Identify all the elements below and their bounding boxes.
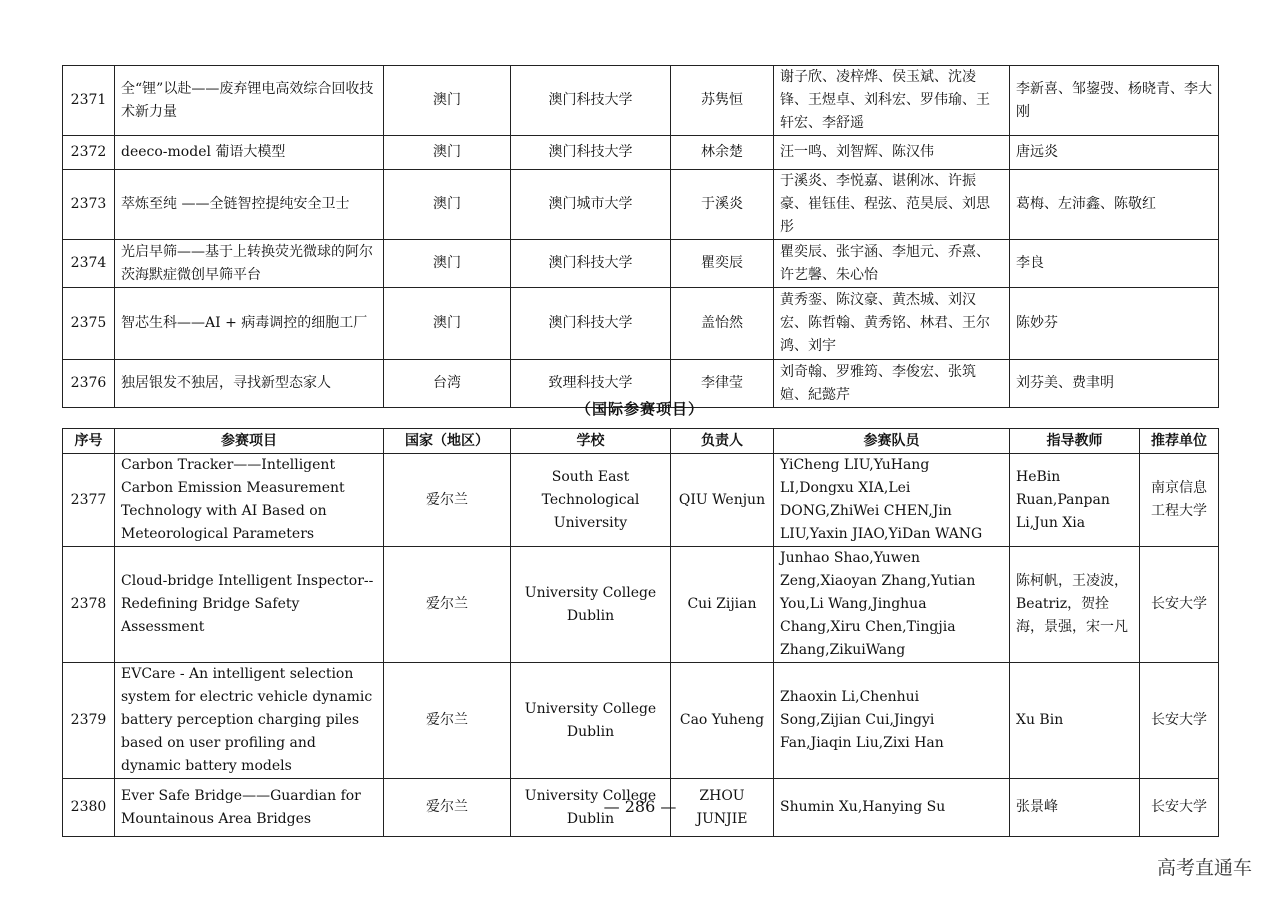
cell-advisors: 刘芬美、费聿明 [1010,360,1219,408]
cell-region: 台湾 [384,360,511,408]
cell-region: 澳门 [384,136,511,170]
cell-leader: Cao Yuheng [671,663,774,779]
cell-unit: 长安大学 [1140,779,1219,837]
cell-advisors: 陈柯帆，王凌波，Beatriz，贺拴海，景强，宋一凡 [1010,547,1140,663]
cell-project: 全“锂”以赴——废弃锂电高效综合回收技术新力量 [115,66,384,136]
table-row [63,547,1219,663]
table-row [63,66,1219,136]
cell-advisors: HeBin Ruan,Panpan Li,Jun Xia [1010,454,1140,547]
cell-school: 澳门科技大学 [511,240,671,288]
cell-project: 光启早筛——基于上转换荧光微球的阿尔茨海默症微创早筛平台 [115,240,384,288]
cell-region: 澳门 [384,288,511,360]
cell-advisors: 张景峰 [1010,779,1140,837]
cell-unit: 长安大学 [1140,547,1219,663]
cell-project: Cloud-bridge Intelligent Inspector--Redefining Bridge Safety Assessment [115,547,384,663]
table-row [63,454,1219,547]
cell-project: Carbon Tracker——Intelligent Carbon Emission Measurement Technology with AI Based on Meteorological Parameters [115,454,384,547]
international-projects-table [62,428,1219,837]
cell-no: 2379 [63,663,115,779]
page-number: — 286 — [603,797,677,816]
cell-school: University College Dublin [511,779,671,837]
cell-leader: QIU Wenjun [671,454,774,547]
cell-school: 澳门城市大学 [511,170,671,240]
cell-no: 2374 [63,240,115,288]
watermark: 高考直通车 [1156,857,1252,879]
cell-school: South East Technological University [511,454,671,547]
cell-region: 澳门 [384,66,511,136]
table-row [63,663,1219,779]
cell-leader: Cui Zijian [671,547,774,663]
cell-no: 2378 [63,547,115,663]
cell-region: 澳门 [384,170,511,240]
cell-leader: 盖怡然 [671,288,774,360]
cell-team: Shumin Xu,Hanying Su [774,779,1010,837]
table-row [63,288,1219,360]
cell-no: 2373 [63,170,115,240]
domestic-projects-table [62,65,1219,408]
cell-no: 2375 [63,288,115,360]
cell-team: 谢子欣、凌梓烨、侯玉斌、沈凌锋、王煜卓、刘科宏、罗伟瑜、王轩宏、李舒遥 [774,66,1010,136]
cell-advisors: Xu Bin [1010,663,1140,779]
cell-project: 萃炼至纯 ——全链智控提纯安全卫士 [115,170,384,240]
cell-team: 汪一鸣、刘智辉、陈汉伟 [774,136,1010,170]
cell-project: 智芯生科——AI + 病毒调控的细胞工厂 [115,288,384,360]
cell-leader: 李律莹 [671,360,774,408]
cell-team: 瞿奕辰、张宇涵、李旭元、乔熹、许艺馨、朱心怡 [774,240,1010,288]
header-country: 国家（地区） [384,429,511,454]
cell-country: 爱尔兰 [384,779,511,837]
cell-country: 爱尔兰 [384,454,511,547]
cell-region: 澳门 [384,240,511,288]
cell-advisors: 李新喜、邹鋆弢、杨晓青、李大刚 [1010,66,1219,136]
cell-no: 2376 [63,360,115,408]
cell-leader: 于溪炎 [671,170,774,240]
cell-school: 澳门科技大学 [511,136,671,170]
header-row [63,429,1219,454]
header-project: 参赛项目 [115,429,384,454]
cell-country: 爱尔兰 [384,547,511,663]
cell-no: 2371 [63,66,115,136]
cell-team: Junhao Shao,Yuwen Zeng,Xiaoyan Zhang,Yutian You,Li Wang,Jinghua Chang,Xiru Chen,Tingjia Zhang,ZikuiWang [774,547,1010,663]
header-advisors: 指导教师 [1010,429,1140,454]
cell-school: University College Dublin [511,547,671,663]
cell-no: 2380 [63,779,115,837]
cell-project: deeco-model 葡语大模型 [115,136,384,170]
cell-team: 黄秀銮、陈汶豪、黄杰城、刘汉宏、陈哲翰、黄秀铭、林君、王尔鸿、刘宇 [774,288,1010,360]
cell-school: University College Dublin [511,663,671,779]
cell-leader: ZHOU JUNJIE [671,779,774,837]
cell-school: 澳门科技大学 [511,66,671,136]
cell-project: EVCare - An intelligent selection system for electric vehicle dynamic battery perception charging piles based on user profiling and dynamic battery models [115,663,384,779]
cell-country: 爱尔兰 [384,663,511,779]
table-row [63,136,1219,170]
header-leader: 负责人 [671,429,774,454]
cell-advisors: 唐远炎 [1010,136,1219,170]
header-school: 学校 [511,429,671,454]
cell-project: Ever Safe Bridge——Guardian for Mountainous Area Bridges [115,779,384,837]
cell-school: 致理科技大学 [511,360,671,408]
cell-team: YiCheng LIU,YuHang LI,Dongxu XIA,Lei DONG,ZhiWei CHEN,Jin LIU,Yaxin JIAO,YiDan WANG [774,454,1010,547]
table-row [63,170,1219,240]
cell-advisors: 陈妙芬 [1010,288,1219,360]
cell-no: 2372 [63,136,115,170]
cell-leader: 苏隽恒 [671,66,774,136]
cell-no: 2377 [63,454,115,547]
section-title: （国际参赛项目） [575,400,704,418]
cell-advisors: 李良 [1010,240,1219,288]
header-unit: 推荐单位 [1140,429,1219,454]
cell-team: Zhaoxin Li,Chenhui Song,Zijian Cui,Jingyi Fan,Jiaqin Liu,Zixi Han [774,663,1010,779]
cell-unit: 南京信息工程大学 [1140,454,1219,547]
cell-project: 独居银发不独居，寻找新型态家人 [115,360,384,408]
cell-leader: 瞿奕辰 [671,240,774,288]
cell-team: 于溪炎、李悦嘉、谌俐冰、许振豪、崔钰佳、程弦、范昊辰、刘思彤 [774,170,1010,240]
header-no: 序号 [63,429,115,454]
cell-school: 澳门科技大学 [511,288,671,360]
cell-team: 刘奇翰、罗雅筠、李俊宏、张筑媗、紀懿芹 [774,360,1010,408]
cell-unit: 长安大学 [1140,663,1219,779]
cell-advisors: 葛梅、左沛鑫、陈敬红 [1010,170,1219,240]
table-row [63,240,1219,288]
header-team: 参赛队员 [774,429,1010,454]
cell-leader: 林余楚 [671,136,774,170]
